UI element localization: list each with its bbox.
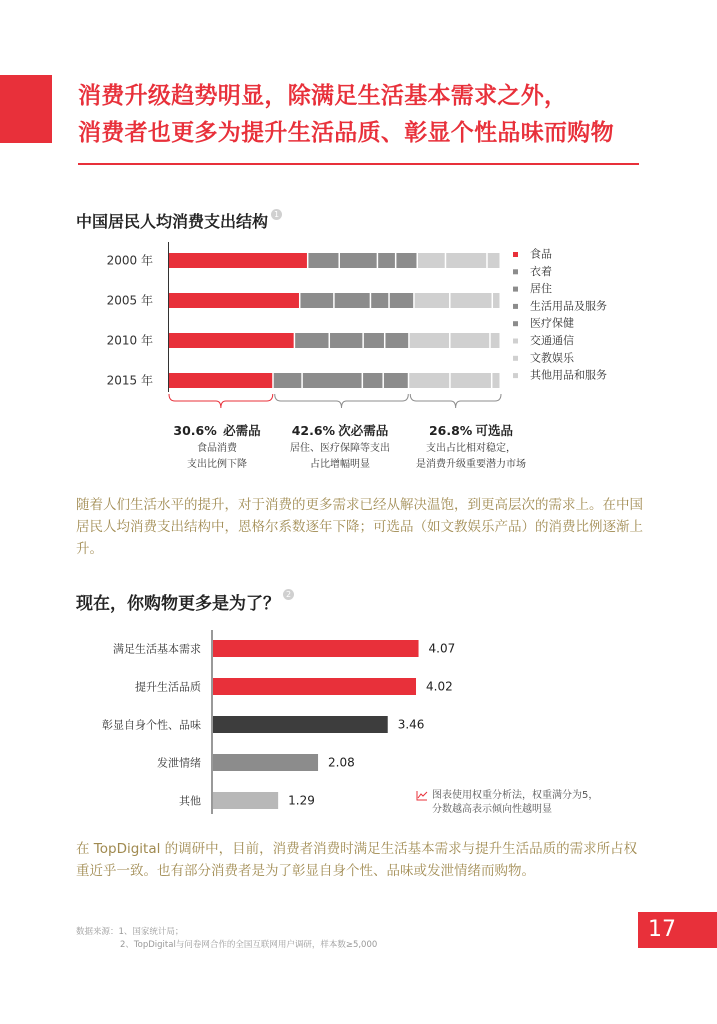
page-title-line-1: 消费升级趋势明显，除满足生活基本需求之外， bbox=[78, 83, 568, 109]
bar-segment bbox=[303, 373, 362, 388]
bar-segment bbox=[493, 293, 499, 308]
legend-item: 医疗保健 bbox=[530, 316, 574, 330]
bar-segment bbox=[274, 373, 302, 388]
bar-segment bbox=[491, 333, 500, 348]
bar-segment bbox=[451, 333, 490, 348]
legend-item: 衣着 bbox=[530, 264, 552, 278]
group-percent: 26.8% bbox=[428, 423, 473, 438]
section2-heading bbox=[76, 589, 294, 614]
group-label-necessities bbox=[152, 423, 282, 473]
bar-segment bbox=[385, 333, 408, 348]
category-label: 其他 bbox=[179, 794, 201, 808]
footnote-marker-1: 1 bbox=[271, 209, 282, 220]
category-label: 满足生活基本需求 bbox=[113, 642, 201, 656]
bar-segment bbox=[396, 253, 416, 268]
category-label: 彰显自身个性、品味 bbox=[102, 718, 201, 732]
group-desc-2: 支出比例下降 bbox=[187, 459, 247, 470]
bar-segment bbox=[418, 253, 445, 268]
bar-segment bbox=[409, 373, 449, 388]
brace bbox=[410, 394, 501, 408]
bar-segment bbox=[363, 373, 382, 388]
bar bbox=[213, 716, 388, 733]
section1-heading-text: 中国居民人均消费支出结构 bbox=[76, 212, 269, 231]
legend-swatch bbox=[513, 373, 518, 378]
legend-item: 生活用品及服务 bbox=[530, 299, 607, 313]
legend-swatch bbox=[513, 252, 518, 257]
group-desc-1: 食品消费 bbox=[197, 443, 237, 454]
page-number: 17 bbox=[638, 912, 717, 948]
category-label: 发泄情绪 bbox=[157, 756, 201, 770]
value-label: 4.02 bbox=[426, 679, 453, 694]
source-line-1: 数据来源：1、国家统计局； bbox=[76, 927, 184, 937]
brace bbox=[275, 394, 409, 408]
bar-segment bbox=[169, 293, 299, 308]
category-label: 提升生活品质 bbox=[135, 680, 201, 694]
value-label: 2.08 bbox=[328, 755, 355, 770]
bar-segment bbox=[378, 253, 395, 268]
value-label: 4.07 bbox=[428, 641, 456, 656]
bar-segment bbox=[488, 253, 500, 268]
legend-item: 文教娱乐 bbox=[530, 351, 574, 365]
bar-segment bbox=[340, 253, 377, 268]
year-label: 2010 年 bbox=[106, 333, 153, 348]
bar bbox=[213, 678, 416, 695]
section1-paragraph: 随着人们生活水平的提升，对于消费的更多需求已经从解决温饱，到更高层次的需求上。在中国居民人均消费支出结构中，恩格尔系数逐年下降；可选品（如文教娱乐产品）的消费比例逐渐上升。 bbox=[76, 497, 643, 557]
bar-segment bbox=[410, 333, 449, 348]
bar-segment bbox=[451, 373, 491, 388]
section2-paragraph: 在 TopDigital 的调研中，目前，消费者消费时满足生活基本需求与提升生活品质的需求所占权重近乎一致。也有部分消费者是为了彰显自身个性、品味或发泄情绪而购物。 bbox=[76, 841, 638, 879]
group-desc-1: 支出占比相对稳定， bbox=[426, 443, 516, 454]
page-title-line-2: 消费者也更多为提升生活品质、彰显个性品味而购物 bbox=[78, 120, 614, 146]
year-label: 2015 年 bbox=[106, 373, 153, 388]
group-label-optional bbox=[398, 423, 544, 473]
bar bbox=[213, 754, 318, 771]
group-percent: 30.6% bbox=[173, 423, 217, 438]
title-divider bbox=[78, 163, 639, 165]
section1-heading bbox=[76, 209, 282, 232]
year-label: 2005 年 bbox=[106, 293, 153, 308]
legend-item: 居住 bbox=[530, 282, 552, 296]
legend-swatch bbox=[513, 356, 518, 361]
chart-line-icon bbox=[416, 790, 428, 801]
legend-item: 交通通信 bbox=[530, 334, 574, 347]
group-name: 必需品 bbox=[223, 423, 261, 438]
note-line-1: 图表使用权重分析法，权重满分为5， bbox=[432, 790, 599, 801]
legend-swatch bbox=[513, 304, 518, 309]
group-name: 可选品 bbox=[475, 423, 514, 438]
source-line-2: 2、TopDigital与问卷网合作的全国互联网用户调研，样本数≥5,000 bbox=[120, 940, 378, 950]
year-label: 2000 年 bbox=[106, 253, 153, 268]
group-label-semi-necessities bbox=[268, 423, 412, 473]
footnote-marker-2: 2 bbox=[283, 589, 294, 600]
bar-segment bbox=[300, 293, 333, 308]
group-desc-2: 是消费升级重要潜力市场 bbox=[416, 459, 526, 470]
bar-segment bbox=[169, 253, 307, 268]
legend-swatch bbox=[513, 339, 518, 344]
bar-segment bbox=[451, 293, 492, 308]
section2-heading-text: 现在，你购物更多是为了？ bbox=[76, 594, 280, 614]
header-accent-block bbox=[0, 75, 52, 143]
group-desc-1: 居住、医疗保障等支出 bbox=[290, 443, 390, 454]
value-label: 1.29 bbox=[288, 793, 315, 808]
bar-segment bbox=[364, 333, 384, 348]
bar-segment bbox=[308, 253, 338, 268]
bar-segment bbox=[384, 373, 408, 388]
bar-segment bbox=[169, 333, 294, 348]
bar-segment bbox=[295, 333, 328, 348]
legend-swatch bbox=[513, 269, 518, 274]
legend-swatch bbox=[513, 287, 518, 292]
bar-segment bbox=[330, 333, 362, 348]
chart-note bbox=[416, 789, 646, 817]
bar bbox=[213, 792, 278, 809]
group-percent: 42.6% bbox=[291, 423, 336, 438]
group-name: 次必需品 bbox=[338, 423, 389, 438]
legend-item: 食品 bbox=[530, 247, 552, 261]
bar-segment bbox=[335, 293, 370, 308]
bar-segment bbox=[415, 293, 449, 308]
note-line-2: 分数越高表示倾向性越明显 bbox=[432, 804, 552, 815]
legend-item: 其他用品和服务 bbox=[530, 368, 607, 382]
group-desc-2: 占比增幅明显 bbox=[310, 459, 370, 470]
legend-swatch bbox=[513, 321, 518, 326]
brace bbox=[169, 394, 273, 408]
bar-segment bbox=[169, 373, 272, 388]
bar-segment bbox=[446, 253, 486, 268]
bar-segment bbox=[390, 293, 413, 308]
bar-segment bbox=[492, 373, 499, 388]
bar-segment bbox=[371, 293, 388, 308]
group-braces bbox=[169, 394, 501, 408]
bar bbox=[213, 640, 419, 657]
value-label: 3.46 bbox=[397, 717, 425, 732]
